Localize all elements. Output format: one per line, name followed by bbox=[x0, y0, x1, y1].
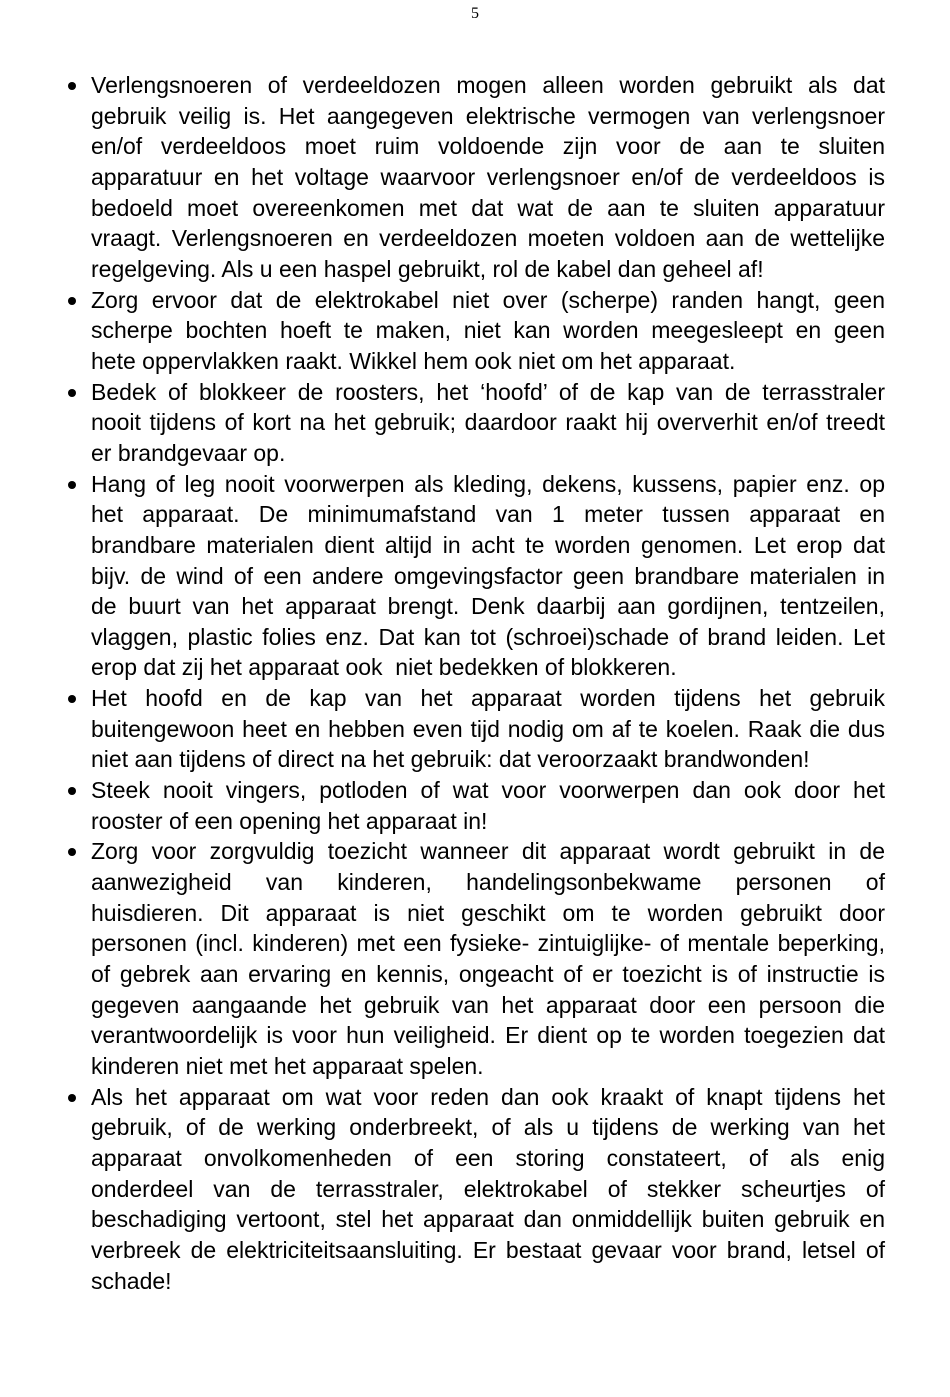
bullet-line: hete oppervlakken raakt. Wikkel hem ook niet om het apparaat. bbox=[91, 347, 736, 374]
bullet-line: beschadiging vertoont, stel het apparaat dan onmiddellijk buiten gebruik en bbox=[91, 1206, 885, 1233]
bullet-line: scherpe bochten hoeft te maken, niet kan worden meegesleept en geen bbox=[91, 317, 885, 344]
bullet-line: de buurt van het apparaat brengt. Denk daarbij aan gordijnen, tentzeilen, bbox=[91, 593, 885, 620]
bullet-line: erop dat zij het apparaat ook niet bedekken of blokkeren. bbox=[91, 654, 677, 681]
list-item bbox=[0, 377, 885, 469]
bullet-line: aanwezigheid van kinderen, handelingsonbekwame personen of bbox=[91, 869, 885, 896]
list-item bbox=[0, 1082, 885, 1297]
bullet-line: bijv. de wind of een andere omgevingsfactor geen brandbare materialen in bbox=[91, 562, 885, 589]
bullet-line: Verlengsnoeren of verdeeldozen mogen alleen worden gebruikt als dat bbox=[91, 72, 885, 98]
bullet-icon bbox=[68, 481, 76, 489]
bullet-icon bbox=[68, 848, 76, 856]
bullet-line: Als het apparaat om wat voor reden dan ook kraakt of knapt tijdens het bbox=[91, 1083, 885, 1110]
list-item bbox=[0, 775, 885, 836]
bullet-line: Het hoofd en de kap van het apparaat worden tijdens het gebruik bbox=[91, 685, 885, 712]
bullet-line: het apparaat. De minimumafstand van 1 meter tussen apparaat en bbox=[91, 501, 885, 528]
list-item bbox=[0, 469, 885, 684]
bullet-line: Steek nooit vingers, potloden of wat voor voorwerpen dan ook door het bbox=[91, 777, 885, 804]
bullet-line: Bedek of blokkeer de roosters, het ‘hoofd’ of de kap van de terrasstraler bbox=[91, 378, 885, 405]
bullet-icon bbox=[68, 297, 76, 305]
bullet-line: onderdeel van de terrasstraler, elektrokabel of stekker scheurtjes of bbox=[91, 1175, 885, 1202]
page-number: 5 bbox=[471, 5, 479, 22]
bullet-line: apparaat onvolkomenheden of een storing constateert, of als enig bbox=[91, 1144, 885, 1171]
list-item bbox=[0, 683, 885, 775]
bullet-line: gebruik, of de werking onderbreekt, of als u tijdens de werking van het bbox=[91, 1114, 885, 1141]
bullet-line: niet aan tijdens of direct na het gebruik: dat veroorzaakt brandwonden! bbox=[91, 746, 810, 773]
bullet-icon bbox=[68, 787, 76, 795]
bullet-line: en/of verdeeldoos moet ruim voldoende zijn voor de aan te sluiten bbox=[91, 133, 885, 160]
list-item bbox=[0, 836, 885, 1081]
bullet-line: schade! bbox=[91, 1267, 172, 1294]
bullet-line: kinderen niet met het apparaat spelen. bbox=[91, 1053, 484, 1079]
bullet-line: vlaggen, plastic folies enz. Dat kan tot (schroei)schade of brand leiden. Let bbox=[91, 623, 885, 650]
list-item bbox=[0, 70, 885, 285]
bullet-line: gegeven aangaande het gebruik van het apparaat door een persoon die bbox=[91, 991, 885, 1018]
bullet-line: buitengewoon heet en hebben even tijd nodig om af te koelen. Raak die dus bbox=[91, 715, 885, 742]
bullet-line: huisdieren. Dit apparaat is niet geschikt om te worden gebruikt door bbox=[91, 899, 885, 926]
safety-instructions-list bbox=[0, 70, 950, 1296]
bullet-line: regelgeving. Als u een haspel gebruikt, rol de kabel dan geheel af! bbox=[91, 255, 764, 282]
bullet-line: gebruik veilig is. Het aangegeven elektrische vermogen van verlengsnoer bbox=[91, 102, 885, 129]
bullet-icon bbox=[68, 695, 76, 703]
bullet-line: Zorg voor zorgvuldig toezicht wanneer dit apparaat wordt gebruikt in de bbox=[91, 838, 885, 865]
bullet-line: er brandgevaar op. bbox=[91, 439, 286, 466]
bullet-line: apparatuur en het voltage waarvoor verlengsnoer en/of de verdeeldoos is bbox=[91, 163, 885, 190]
bullet-line: of gebrek aan ervaring en kennis, ongeacht of er toezicht is of instructie is bbox=[91, 961, 885, 988]
bullet-line: verbreek de elektriciteitsaansluiting. Er bestaat gevaar voor brand, letsel of bbox=[91, 1236, 885, 1263]
bullet-icon bbox=[68, 389, 76, 397]
bullet-line: rooster of een opening het apparaat in! bbox=[91, 807, 488, 834]
bullet-line: vraagt. Verlengsnoeren en verdeeldozen moeten voldoen aan de wettelijke bbox=[91, 225, 885, 252]
bullet-line: bedoeld moet overeenkomen met dat wat de aan te sluiten apparatuur bbox=[91, 194, 885, 221]
bullet-line: verantwoordelijk is voor hun veiligheid. Er dient op te worden toegezien dat bbox=[91, 1022, 885, 1049]
bullet-line: personen (incl. kinderen) met een fysieke- zintuiglijke- of mentale beperking, bbox=[91, 930, 885, 957]
bullet-line: Hang of leg nooit voorwerpen als kleding, dekens, kussens, papier enz. op bbox=[91, 470, 885, 497]
bullet-line: Zorg ervoor dat de elektrokabel niet over (scherpe) randen hangt, geen bbox=[91, 286, 885, 313]
bullet-line: nooit tijdens of kort na het gebruik; daardoor raakt hij oververhit en/of treedt bbox=[91, 409, 885, 436]
bullet-icon bbox=[68, 82, 76, 90]
bullet-icon bbox=[68, 1094, 76, 1102]
bullet-line: brandbare materialen dient altijd in acht te worden genomen. Let erop dat bbox=[91, 531, 885, 558]
list-item bbox=[0, 285, 885, 377]
